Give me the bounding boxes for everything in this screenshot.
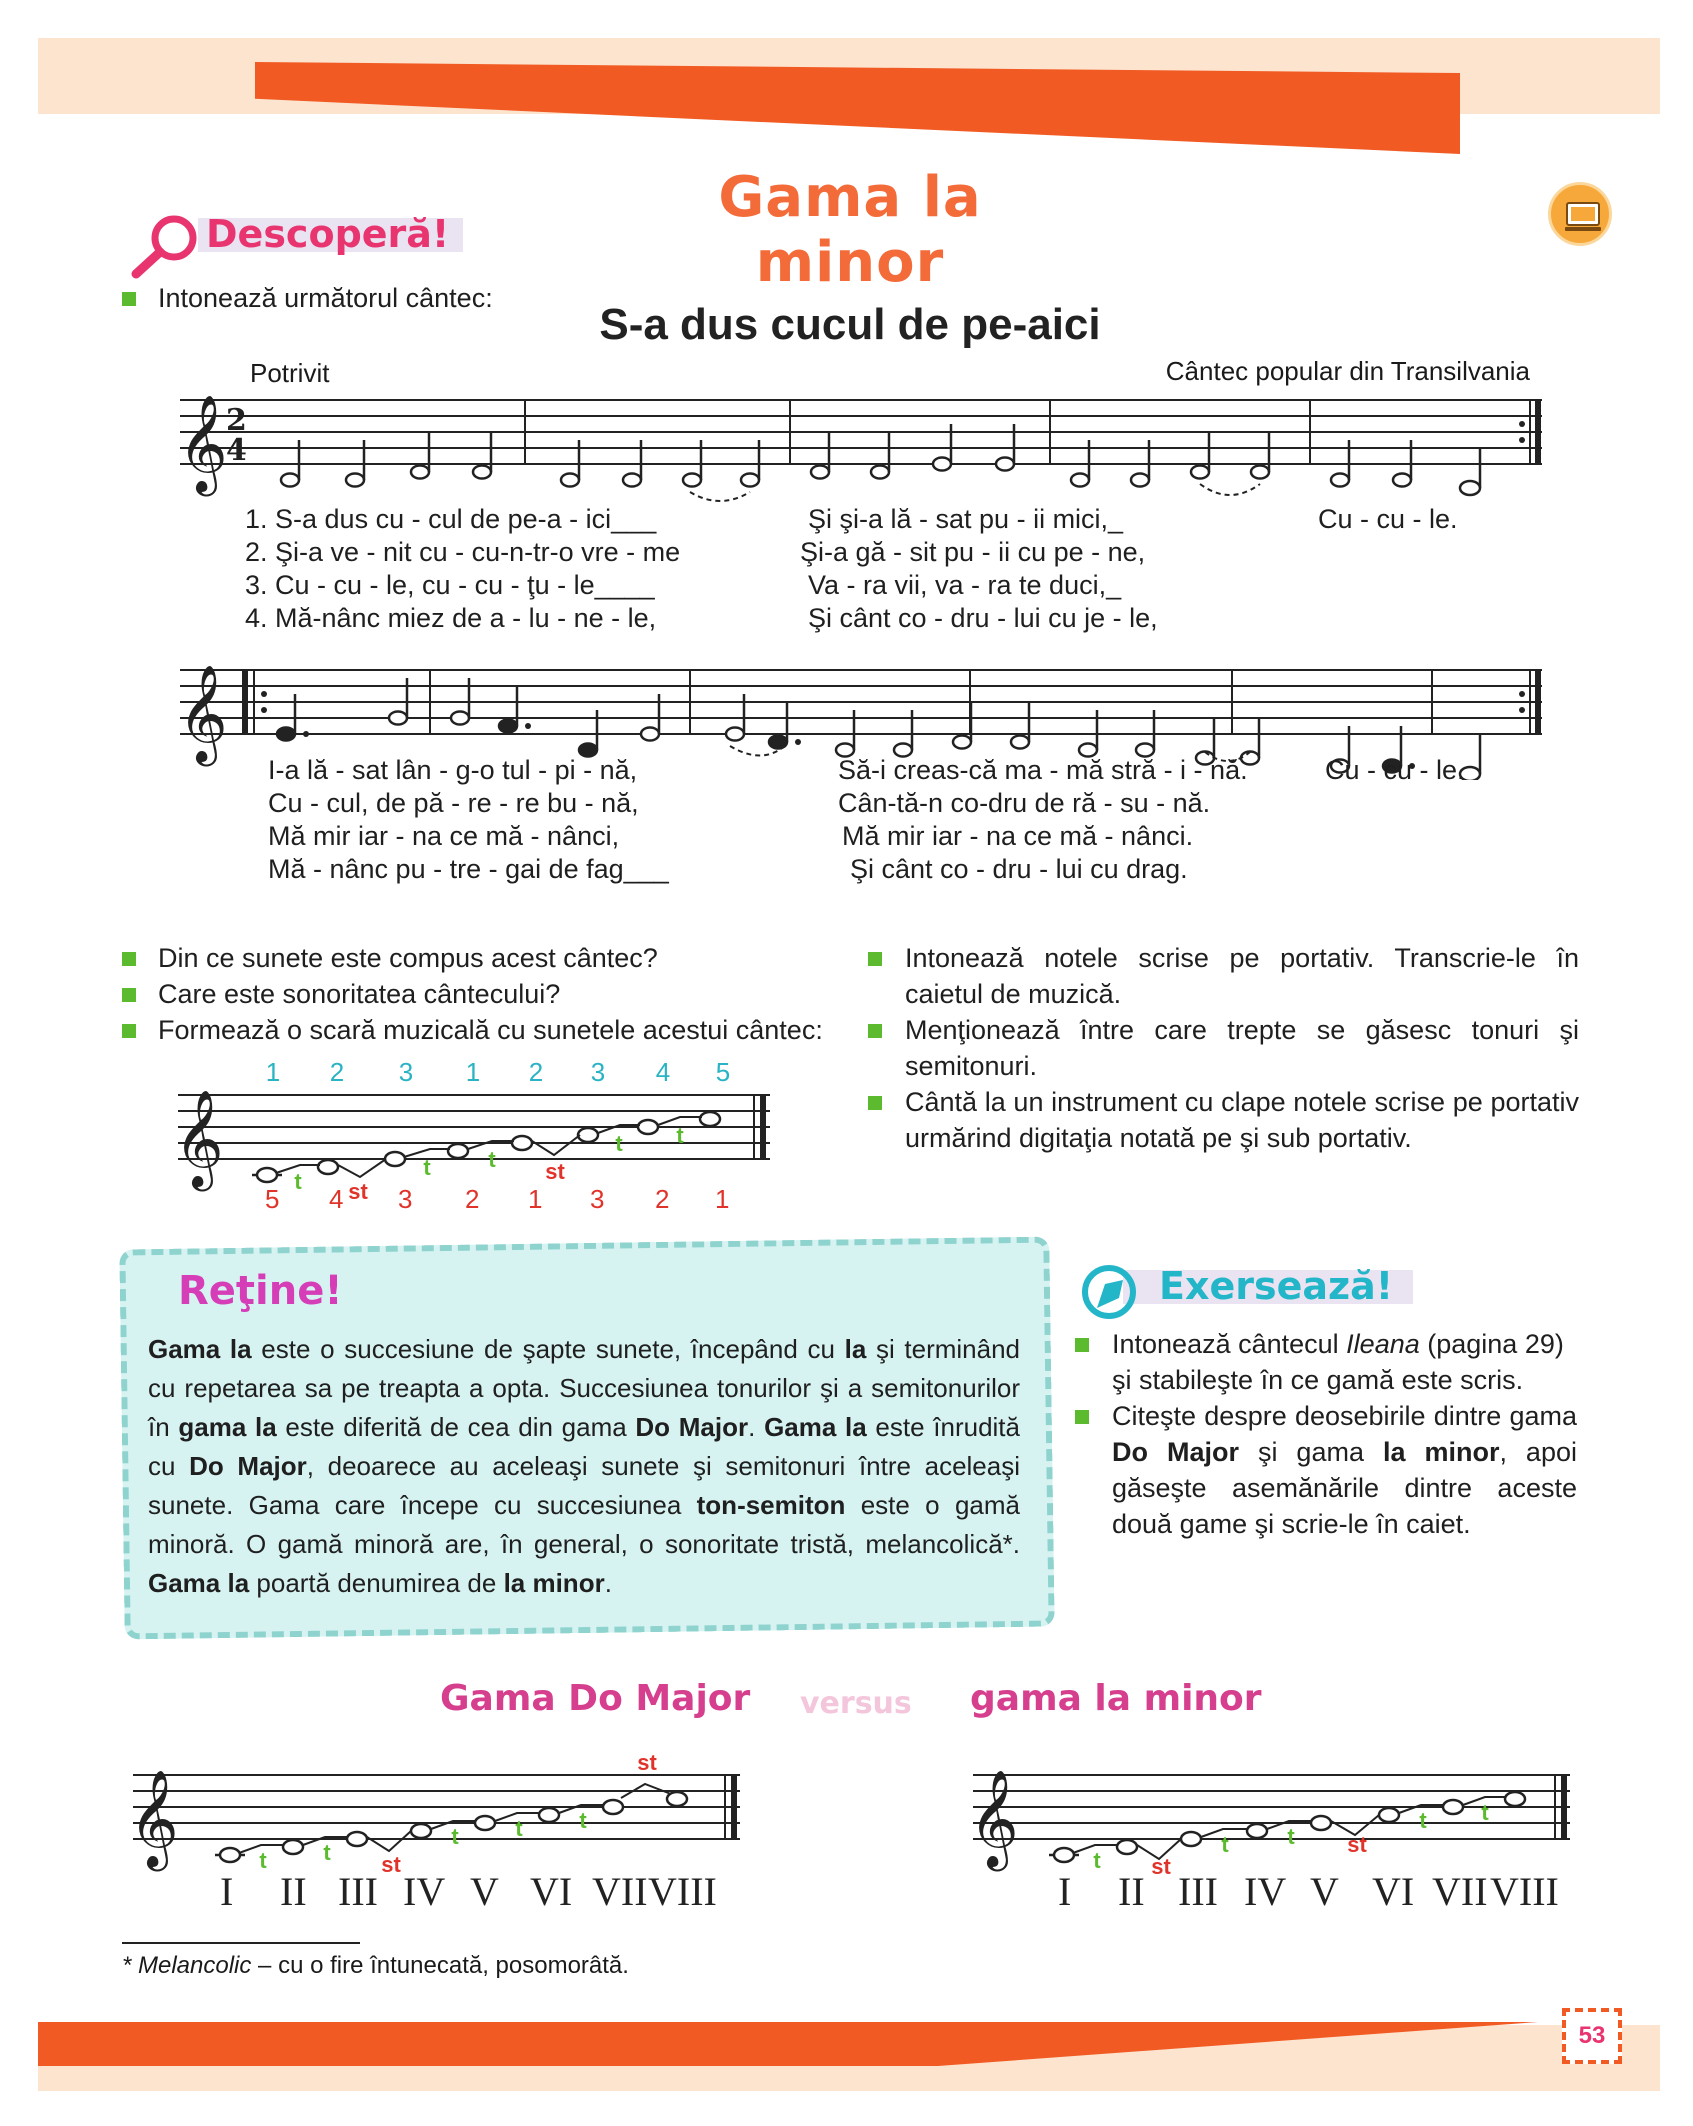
lyric-line: Şi-a gă - sit pu - ii cu pe - ne, bbox=[800, 537, 1146, 567]
lyric-line: 2. Şi-a ve - nit cu - cu-n-tr-o vre - me bbox=[245, 537, 681, 567]
fingering-mark: 5 bbox=[715, 1057, 731, 1087]
instruction-text: Intonează următorul cântec: bbox=[158, 283, 493, 313]
interval-mark: t bbox=[451, 1824, 459, 1849]
lyric-line: Mă - nânc pu - tre - gai de fag___ bbox=[268, 854, 669, 884]
lyric-line: Şi şi-a lă - sat pu - ii mici,_ bbox=[808, 504, 1124, 534]
lyric-line: Va - ra vii, va - ra te duci,_ bbox=[808, 570, 1122, 600]
svg-text:𝄞: 𝄞 bbox=[969, 1769, 1019, 1867]
svg-text:4: 4 bbox=[226, 433, 247, 468]
interval-mark: t bbox=[579, 1808, 587, 1833]
footnote-divider bbox=[122, 1942, 360, 1944]
question-text: Din ce sunete este compus acest cântec? bbox=[158, 943, 658, 973]
svg-text:𝄞: 𝄞 bbox=[174, 1089, 224, 1187]
page-number: 53 bbox=[1562, 2008, 1622, 2064]
major-scale-staff bbox=[125, 1740, 755, 1875]
interval-mark: st bbox=[348, 1179, 368, 1204]
lyric-line: Cu - cul, de pă - re - re bu - nă, bbox=[268, 788, 639, 818]
question-text: Formează o scară muzicală cu sunetele acestui cântec: bbox=[158, 1015, 823, 1045]
question-text: Cântă la un instrument cu clape notele scrise pe portativ urmărind digitaţia notată pe şi sub portativ. bbox=[905, 1087, 1579, 1153]
fingering-mark: 4 bbox=[655, 1057, 671, 1087]
page-title: Gama la minor bbox=[718, 165, 982, 295]
minor-scale-heading: gama la minor bbox=[970, 1678, 1262, 1719]
bullet bbox=[122, 988, 136, 1002]
footnote: * Melancolic – cu o fire întunecată, posomorâtă. bbox=[122, 1952, 629, 1979]
bullet bbox=[868, 1096, 882, 1110]
lyric-line: Şi cânt co - dru - lui cu je - le, bbox=[808, 603, 1158, 633]
bullet bbox=[122, 952, 136, 966]
fingering-mark: 1 bbox=[465, 1057, 481, 1087]
interval-mark: t bbox=[515, 1816, 523, 1841]
svg-text:𝄞: 𝄞 bbox=[129, 1769, 179, 1867]
interval-mark: st bbox=[1151, 1854, 1171, 1875]
versus-label: versus bbox=[800, 1686, 912, 1721]
interval-mark: t bbox=[1419, 1808, 1427, 1833]
fingering-bottom: 5 4 3 2 1 3 2 1 bbox=[265, 1184, 730, 1214]
tempo-marking: Potrivit bbox=[250, 358, 330, 388]
interval-mark: t bbox=[259, 1848, 267, 1873]
pencil-circle-icon bbox=[1075, 1262, 1145, 1322]
svg-text:2: 2 bbox=[226, 403, 247, 438]
bullet bbox=[1075, 1338, 1089, 1352]
lyric-line: Cu - cu - le. bbox=[1318, 504, 1458, 534]
fingering-top bbox=[266, 1057, 730, 1087]
song-origin: Cântec popular din Transilvania bbox=[1165, 356, 1530, 386]
exercise-text: Intonează cântecul Ileana (pagina 29) şi stabileşte în ce gamă este scris. bbox=[1112, 1329, 1564, 1395]
question-text: Menţionează între care trepte se găsesc tonuri şi semitonuri. bbox=[905, 1015, 1579, 1081]
interval-mark: t bbox=[1093, 1848, 1101, 1873]
interval-mark: t bbox=[676, 1123, 684, 1148]
lyric-line: Mă mir iar - na ce mă - nânci. bbox=[842, 821, 1194, 851]
lyric-line: 4. Mă-nânc miez de a - lu - ne - le, bbox=[245, 603, 657, 633]
retine-heading: Reţine! bbox=[178, 1268, 343, 1314]
fingering-mark: 1 bbox=[265, 1057, 281, 1087]
interval-mark: t bbox=[615, 1131, 623, 1156]
question-text: Care este sonoritatea cântecului? bbox=[158, 979, 561, 1009]
lyric-line: Cu - cu - le. bbox=[1325, 755, 1465, 785]
svg-text:𝄞: 𝄞 bbox=[178, 394, 228, 492]
interval-mark: t bbox=[294, 1169, 302, 1194]
fingering-mark: 2 bbox=[329, 1057, 345, 1087]
bullet bbox=[122, 292, 136, 306]
music-staff-1 bbox=[170, 380, 1550, 520]
interval-mark: st bbox=[545, 1159, 565, 1184]
interval-mark: st bbox=[381, 1852, 401, 1875]
lyric-line: 3. Cu - cu - le, cu - cu - ţu - le____ bbox=[245, 570, 655, 600]
bullet bbox=[868, 1024, 882, 1038]
lyric-line: I-a lă - sat lân - g-o tul - pi - nă, bbox=[268, 755, 638, 785]
lyric-line: Cân-tă-n co-dru de ră - su - nă. bbox=[838, 788, 1211, 818]
computer-icon[interactable] bbox=[1548, 182, 1612, 246]
exercise-heading: Exersează! bbox=[1075, 1262, 1415, 1314]
bullet bbox=[122, 1024, 136, 1038]
bullet bbox=[868, 952, 882, 966]
lyric-line: Şi cânt co - dru - lui cu drag. bbox=[850, 854, 1188, 884]
fingering-mark: 3 bbox=[590, 1057, 606, 1087]
fingering-mark: 2 bbox=[528, 1057, 544, 1087]
exercise-text: Citeşte despre deosebirile dintre gama Do Major şi gama la minor, apoi găseşte asemănările dintre aceste două game şi scrie-le în caiet. bbox=[1112, 1401, 1577, 1539]
lyric-line: Să-i creas-că ma - mă stră - i - nă. bbox=[838, 755, 1248, 785]
interval-mark: t bbox=[1481, 1800, 1489, 1825]
svg-text:𝄞: 𝄞 bbox=[178, 664, 228, 762]
interval-mark: t bbox=[488, 1147, 496, 1172]
retine-paragraph: Gama la este o succesiune de şapte sunete, începând cu la şi terminând cu repetarea sa pe treapta a opta. Succesiunea tonurilor şi a semitonurilor în gama la este diferită de cea din gama Do Major. Gama la este înrudită cu Do Major, deoarece au aceleaşi sunete şi semitonuri între aceleaşi sunete. Gama care începe cu succesiunea ton-semiton este o gamă minoră. O gamă minoră are, în general, o sonoritate tristă, melancolică*. Gama la poartă denumirea de la minor. bbox=[148, 1334, 1021, 1598]
minor-scale-staff bbox=[965, 1740, 1595, 1875]
magnifier-icon bbox=[128, 212, 208, 282]
lyric-line: 1. S-a dus cu - cul de pe-a - ici___ bbox=[245, 504, 657, 534]
discover-heading: Descoperă! bbox=[128, 212, 463, 258]
lyric-line: Mă mir iar - na ce mă - nânci, bbox=[268, 821, 620, 851]
interval-mark: t bbox=[1221, 1832, 1229, 1857]
question-text: Intonează notele scrise pe portativ. Transcrie-le în caietul de muzică. bbox=[905, 943, 1579, 1009]
song-title: S-a dus cucul de pe-aici bbox=[599, 300, 1101, 349]
interval-mark: st bbox=[637, 1750, 657, 1775]
fingering-mark: 3 bbox=[398, 1057, 414, 1087]
bullet bbox=[1075, 1410, 1089, 1424]
interval-mark: t bbox=[1287, 1824, 1295, 1849]
interval-mark: t bbox=[323, 1840, 331, 1865]
major-scale-heading: Gama Do Major bbox=[440, 1678, 751, 1719]
interval-mark: st bbox=[1347, 1832, 1367, 1857]
interval-mark: t bbox=[423, 1155, 431, 1180]
